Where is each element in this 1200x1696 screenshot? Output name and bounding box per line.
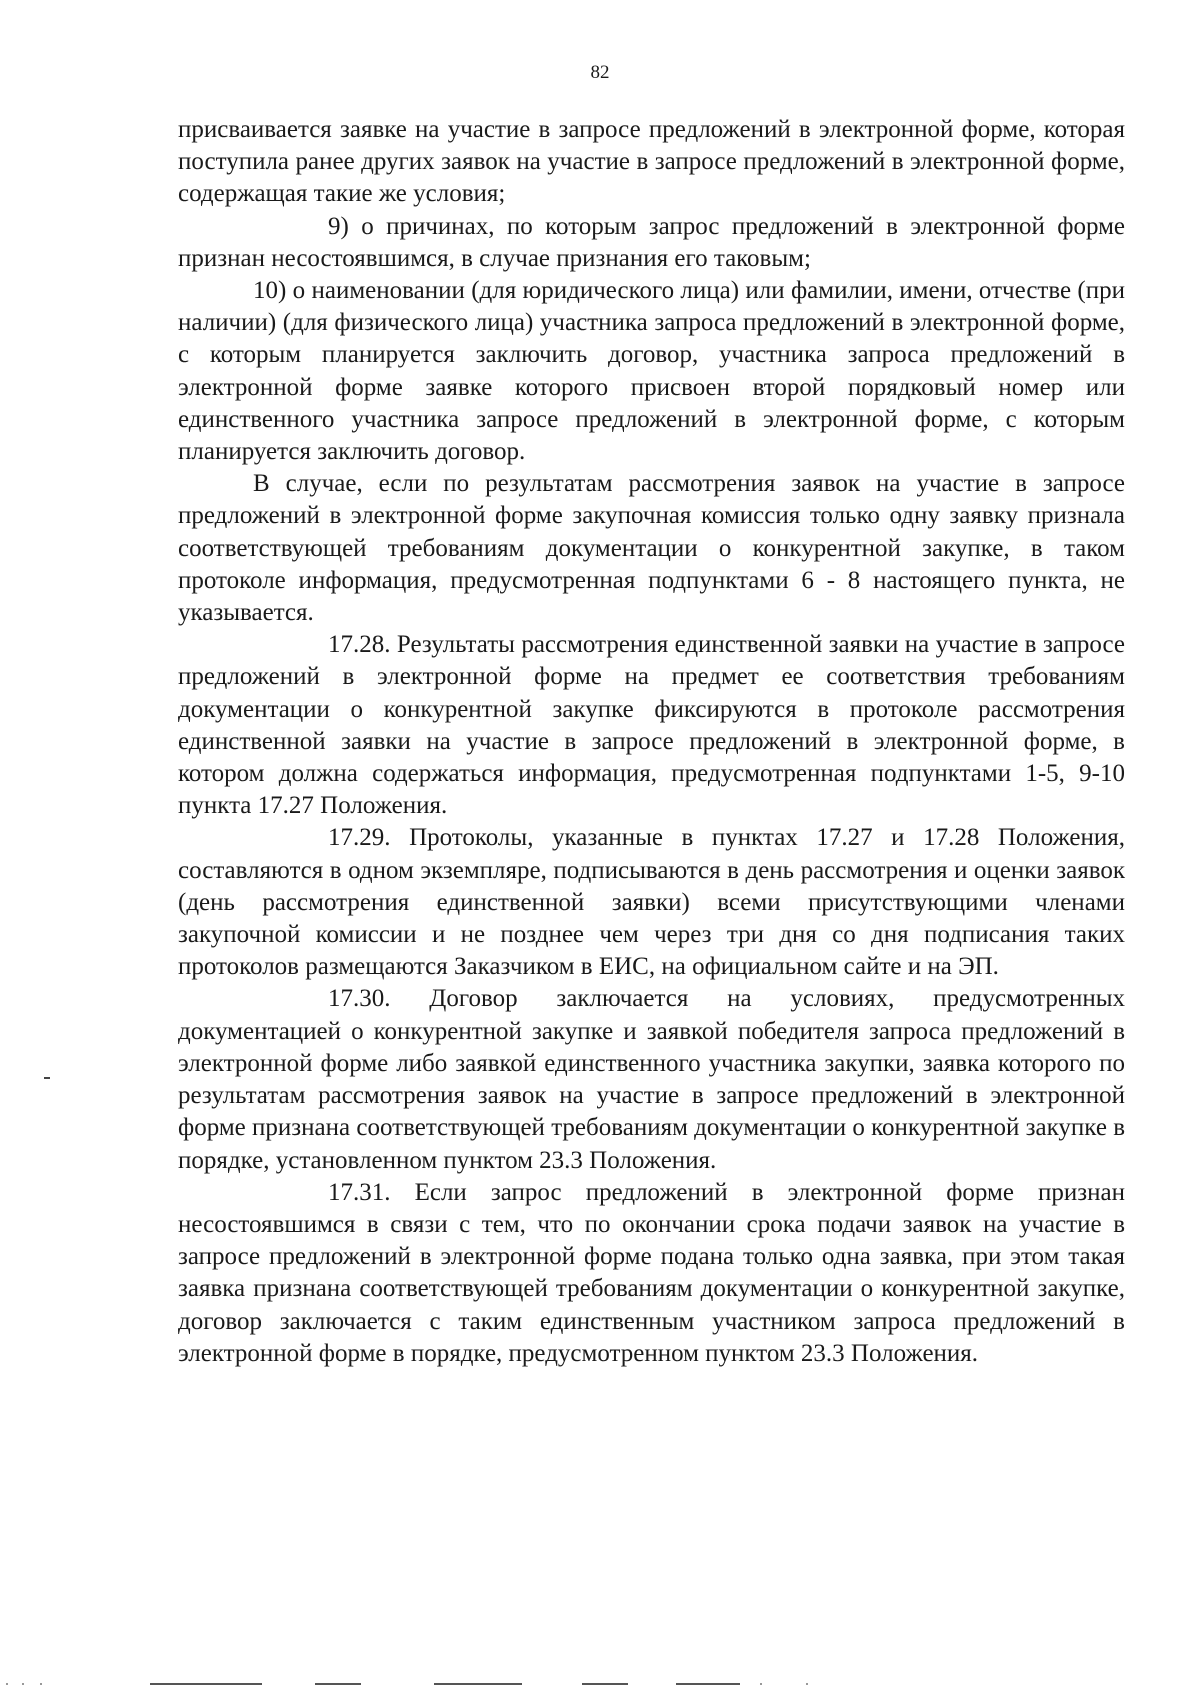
scan-artifact-dot [6,1683,8,1685]
scan-artifact-dot [806,1683,808,1685]
scan-margin-mark [44,1077,50,1079]
scan-artifact-line [150,1683,262,1685]
scan-artifact-line [315,1683,361,1685]
scan-artifact-line [676,1683,740,1685]
clause-number: 17.30. [328,985,391,1013]
clause-number: 17.29. [328,824,391,852]
clause-text: Если запрос предложений в электронной форме признан несостоявшимся в связи с тем, что по окончании срока подачи заявок на участие в запросе предложений в электронной форме подана только одна заявка, при этом такая заявка признана соответствующей требованиям документации о конкурентной закупке, договор заключается с таким единственным участником запроса предложений в электронной форме в порядке, предусмотренном пунктом 23.3 Положения. [178,1178,1126,1367]
item-number: 9) [328,212,349,240]
paragraph-item-9 [178,211,1125,275]
paragraph-text: о причинах, по которым запрос предложений в электронной форме признан несостоявшимся, в случае признания его таковым; [178,212,1125,272]
clause-17-29 [178,822,1125,983]
paragraph-continuation [178,114,1125,211]
scan-artifact-line [582,1683,628,1685]
clause-17-31 [178,1177,1125,1370]
scan-artifact-dot [760,1683,762,1685]
clause-number: 17.28. [328,631,391,659]
item-number: 10) [253,277,287,305]
clause-text: Результаты рассмотрения единственной заявки на участие в запросе предложений в электронной форме на предмет ее соответствия требованиям документации о конкурентной закупке фиксируются в протоколе рассмотрения единственной заявки на участие в запросе предложений в электронной форме, в котором должна содержаться информация, предусмотренная подпунктами 1-5, 9-10 пункта 17.27 Положения. [178,631,1126,820]
clause-17-28 [178,629,1125,822]
paragraph-single-bid-case [178,468,1125,629]
paragraph-text: присваивается заявке на участие в запросе предложений в электронной форме, которая поступила ранее других заявок на участие в запросе предложений в электронной форме, содержащая такие же условия; [178,116,1125,208]
paragraph-text: о наименовании (для юридического лица) или фамилии, имени, отчестве (при наличии) (для физического лица) участника запроса предложений в электронной форме, с которым планируется заключить договор, участника запроса предложений в электронной форме заявке которого присвоен второй порядковый номер или единственного участника запросе предложений в электронной форме, с которым планируется заключить договор. [178,277,1126,466]
clause-text: Протоколы, указанные в пунктах 17.27 и 17.28 Положения, составляются в одном экземпляре, подписываются в день рассмотрения и оценки заявок (день рассмотрения единственной заявки) всеми присутствующими членами закупочной комиссии и не позднее чем через три дня со дня подписания таких протоколов размещаются Заказчиком в ЕИС, на официальном сайте и на ЭП. [178,824,1126,981]
clause-number: 17.31. [328,1178,391,1206]
clause-text: Договор заключается на условиях, предусмотренных документацией о конкурентной закупке и заявкой победителя запроса предложений в электронной форме либо заявкой единственного участника закупки, заявка которого по результатам рассмотрения заявок на участие в запросе предложений в электронной форме признана соответствующей требованиям документации о конкурентной закупке в порядке, установленном пунктом 23.3 Положения. [178,985,1125,1174]
scan-artifact-line [434,1683,522,1685]
page-number: 82 [590,62,610,83]
scan-artifact-dot [22,1683,24,1685]
document-body [178,114,1125,1370]
paragraph-text: В случае, если по результатам рассмотрения заявок на участие в запросе предложений в электронной форме закупочная комиссия только одну заявку признала соответствующей требованиям документации о конкурентной закупке, в таком протоколе информация, предусмотренная подпунктами 6 - 8 настоящего пункта, не указывается. [178,470,1125,627]
scan-artifact-dot [40,1683,42,1685]
clause-17-30 [178,983,1125,1176]
paragraph-item-10 [178,275,1125,468]
